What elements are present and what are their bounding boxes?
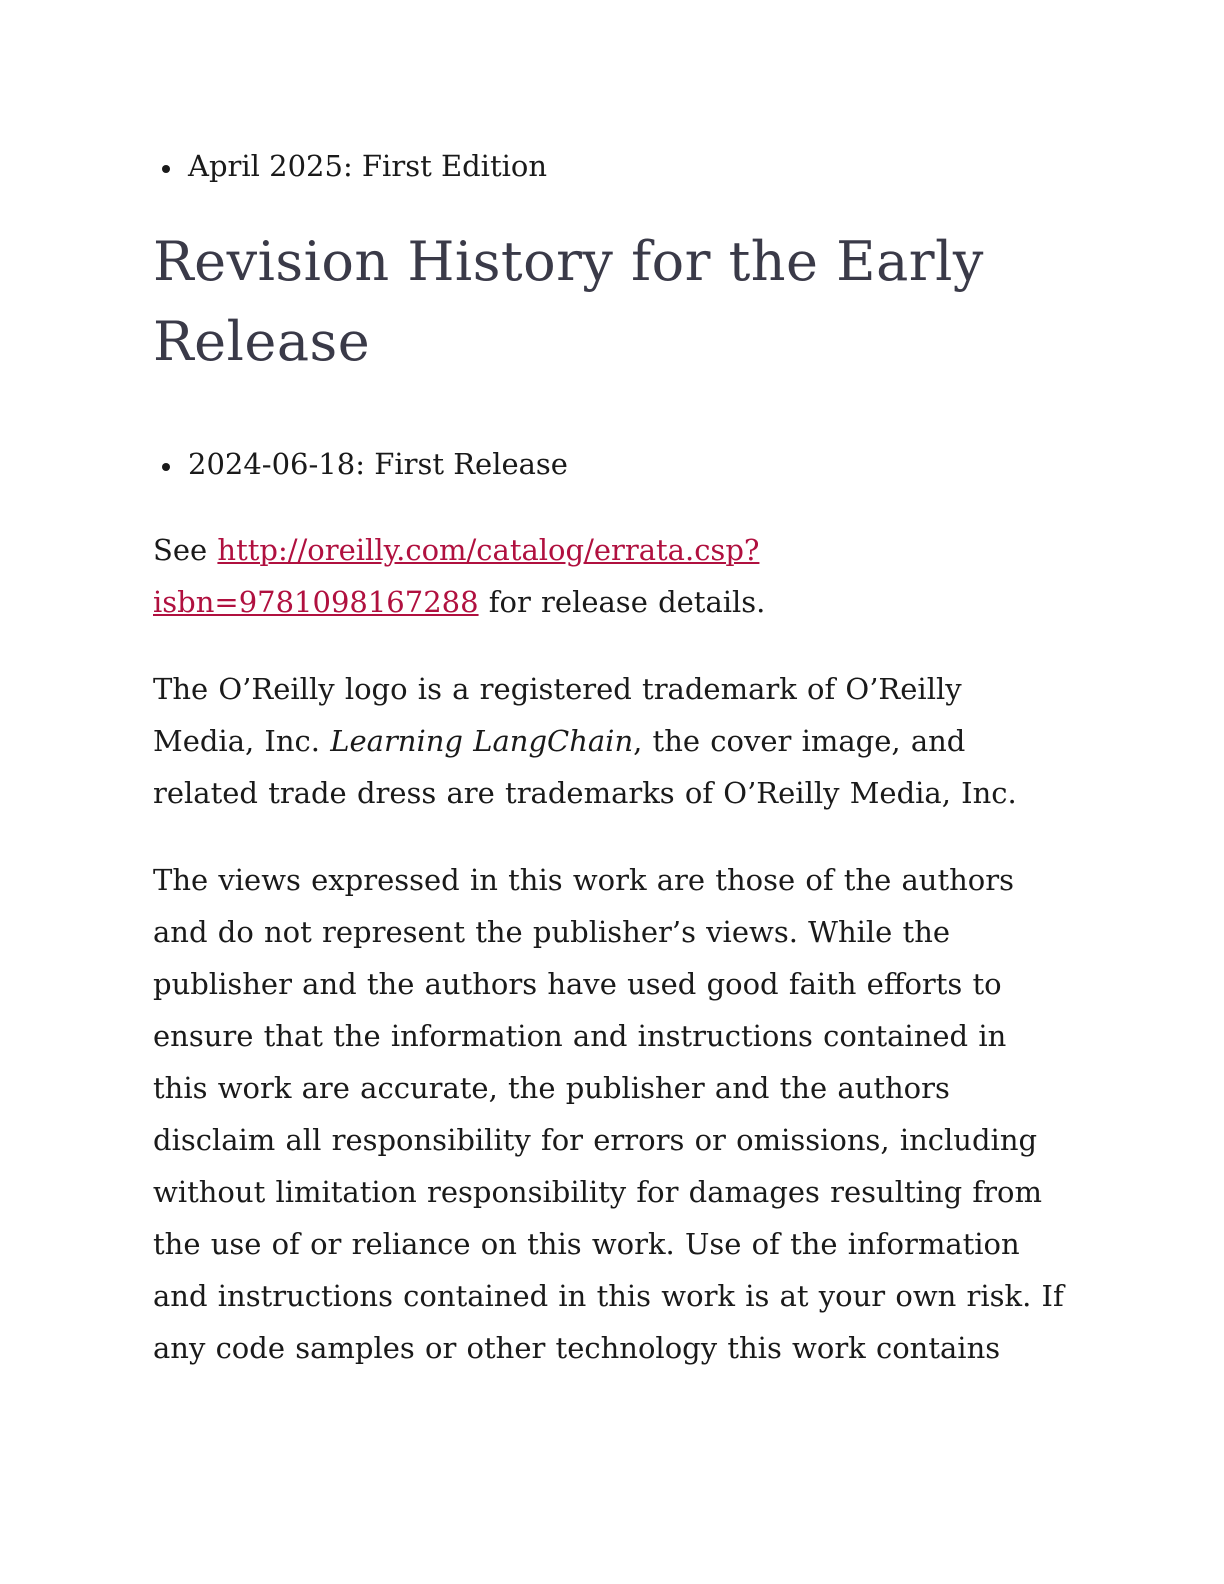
trademark-text-end: , the cover image, and related trade dress are trademarks of O’Reilly Media, Inc. — [153, 724, 1017, 810]
early-release-heading: Revision History for the Early Release — [153, 230, 984, 373]
disclaimer-paragraph: The views expressed in this work are those of the authors and do not represent the publisher’s views. While the publisher and the authors have used good faith efforts to ensure that the information and instructions contained in this work are accurate, the publisher and the authors disclaim all responsibility for errors or omissions, including without limitation responsibility for damages resulting from the use of or reliance on this work. Use of the information and instructions contained in this work is at your own risk. If any code samples or other technology this work contains — [153, 863, 1064, 1365]
errata-paragraph — [153, 524, 1068, 628]
release-history-list — [153, 438, 1068, 490]
edition-history-list — [153, 140, 1068, 192]
errata-prefix: See — [153, 533, 218, 567]
release-history-item: 2024-06-18: First Release — [188, 438, 1068, 490]
errata-suffix: for release details. — [478, 585, 766, 619]
trademark-paragraph — [153, 663, 1068, 819]
edition-history-item: April 2025: First Edition — [188, 140, 1068, 192]
trademark-text-start: The O’Reilly logo is a registered trademark of O’Reilly Media, Inc. — [153, 672, 962, 758]
errata-link[interactable]: http://oreilly.com/catalog/errata.csp?isbn=9781098167288 — [153, 533, 760, 619]
document-page — [153, 140, 1068, 1409]
book-title: Learning LangChain — [330, 724, 634, 758]
